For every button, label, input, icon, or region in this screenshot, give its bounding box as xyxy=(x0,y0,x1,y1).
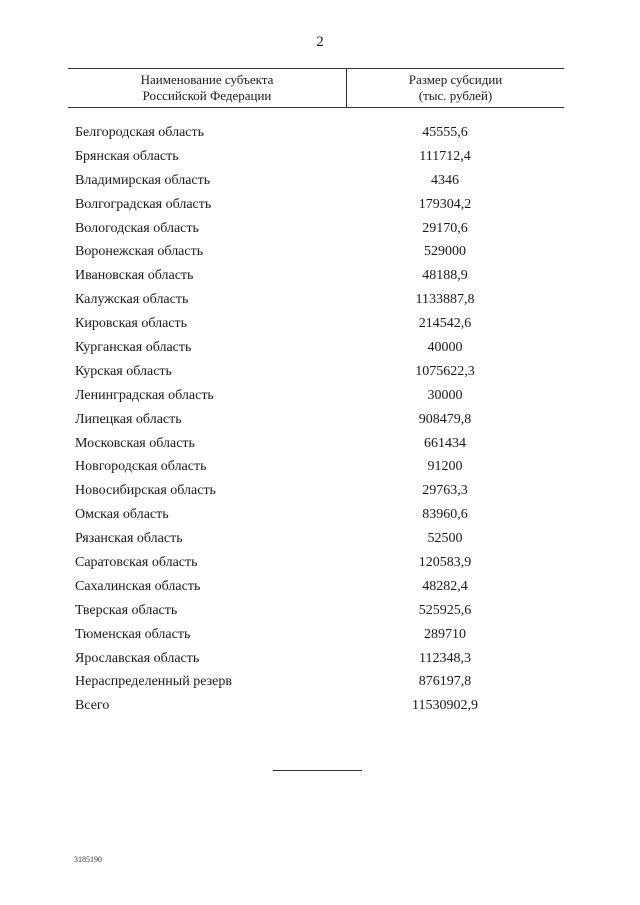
subsidy-amount: 91200 xyxy=(427,459,463,475)
table-row xyxy=(75,360,555,384)
subsidy-amount: 40000 xyxy=(427,340,463,356)
region-name: Рязанская область xyxy=(75,531,183,547)
table-row xyxy=(75,121,555,145)
header-subsidy-line1: Размер субсидии xyxy=(408,72,503,87)
region-name: Воронежская область xyxy=(75,244,204,260)
subsidy-amount: 525925,6 xyxy=(418,602,472,618)
region-name: Тверская область xyxy=(75,602,178,618)
table-row xyxy=(75,455,555,479)
table-row xyxy=(75,169,555,193)
region-name: Владимирская область xyxy=(75,172,211,188)
table-row xyxy=(75,384,555,408)
subsidy-amount: 48282,4 xyxy=(422,578,468,594)
region-name: Московская область xyxy=(75,435,195,451)
region-name: Саратовская область xyxy=(75,555,198,571)
subsidy-amount: 876197,8 xyxy=(418,674,472,690)
header-region-column xyxy=(68,72,346,104)
region-name: Ленинградская область xyxy=(75,387,214,403)
region-name: Новосибирская область xyxy=(75,483,216,499)
table-row xyxy=(75,503,555,527)
subsidy-amount: 214542,6 xyxy=(418,316,472,332)
region-name: Новгородская область xyxy=(75,459,207,475)
table-row xyxy=(75,288,555,312)
subsidy-amount: 111712,4 xyxy=(419,148,471,164)
header-region-line1: Наименование субъекта xyxy=(140,72,274,87)
subsidy-amount: 4346 xyxy=(431,172,459,188)
region-name: Курганская область xyxy=(75,340,192,356)
table-row xyxy=(75,217,555,241)
page-number: 2 xyxy=(316,34,324,50)
subsidy-amount: 29763,3 xyxy=(422,483,468,499)
region-name: Нераспределенный резерв xyxy=(75,674,232,690)
table-row xyxy=(75,599,555,623)
table-row xyxy=(75,527,555,551)
region-name: Волгоградская область xyxy=(75,196,212,212)
region-name: Тюменская область xyxy=(75,626,191,642)
header-subsidy-column xyxy=(347,72,564,104)
table-row xyxy=(75,264,555,288)
document-code: 3185190 xyxy=(74,855,102,864)
region-name: Курская область xyxy=(75,363,172,379)
table-header xyxy=(68,68,564,108)
table-row xyxy=(75,551,555,575)
subsidy-amount: 48188,9 xyxy=(422,268,468,284)
table-row xyxy=(75,694,555,718)
subsidy-amount: 908479,8 xyxy=(418,411,472,427)
table-row xyxy=(75,479,555,503)
subsidy-amount: 1133887,8 xyxy=(415,292,475,308)
region-name: Сахалинская область xyxy=(75,578,201,594)
table-row xyxy=(75,336,555,360)
subsidy-amount: 45555,6 xyxy=(422,125,468,140)
region-name: Кировская область xyxy=(75,316,188,332)
header-region-line2: Российской Федерации xyxy=(142,88,272,103)
subsidy-amount: 83960,6 xyxy=(422,507,468,523)
table-row xyxy=(75,240,555,264)
region-name: Всего xyxy=(75,698,110,714)
table-body xyxy=(75,121,555,718)
region-name: Липецкая область xyxy=(75,411,182,427)
region-name: Калужская область xyxy=(75,292,189,308)
subsidy-amount: 179304,2 xyxy=(418,196,472,212)
subsidy-amount: 529000 xyxy=(424,244,466,260)
closing-separator-line xyxy=(273,770,362,771)
region-name: Омская область xyxy=(75,507,169,523)
subsidy-amount: 52500 xyxy=(427,531,463,547)
subsidy-amount: 29170,6 xyxy=(422,220,468,236)
header-subsidy-line2: (тыс. рублей) xyxy=(418,88,493,103)
subsidy-amount: 661434 xyxy=(424,435,466,451)
subsidy-amount: 120583,9 xyxy=(418,555,472,571)
region-name: Брянская область xyxy=(75,148,179,164)
subsidy-amount: 30000 xyxy=(427,387,463,403)
table-row xyxy=(75,623,555,647)
table-row xyxy=(75,408,555,432)
region-name: Ивановская область xyxy=(75,268,194,284)
table-row xyxy=(75,647,555,671)
subsidy-amount: 11530902,9 xyxy=(412,698,478,714)
region-name: Белгородская область xyxy=(75,125,205,140)
table-row xyxy=(75,193,555,217)
subsidy-amount: 1075622,3 xyxy=(415,363,475,379)
table-row xyxy=(75,670,555,694)
table-row xyxy=(75,432,555,456)
table-row xyxy=(75,312,555,336)
region-name: Ярославская область xyxy=(75,650,200,666)
table-row xyxy=(75,145,555,169)
region-name: Вологодская область xyxy=(75,220,199,236)
subsidy-amount: 112348,3 xyxy=(419,650,471,666)
table-row xyxy=(75,575,555,599)
subsidy-amount: 289710 xyxy=(424,626,466,642)
